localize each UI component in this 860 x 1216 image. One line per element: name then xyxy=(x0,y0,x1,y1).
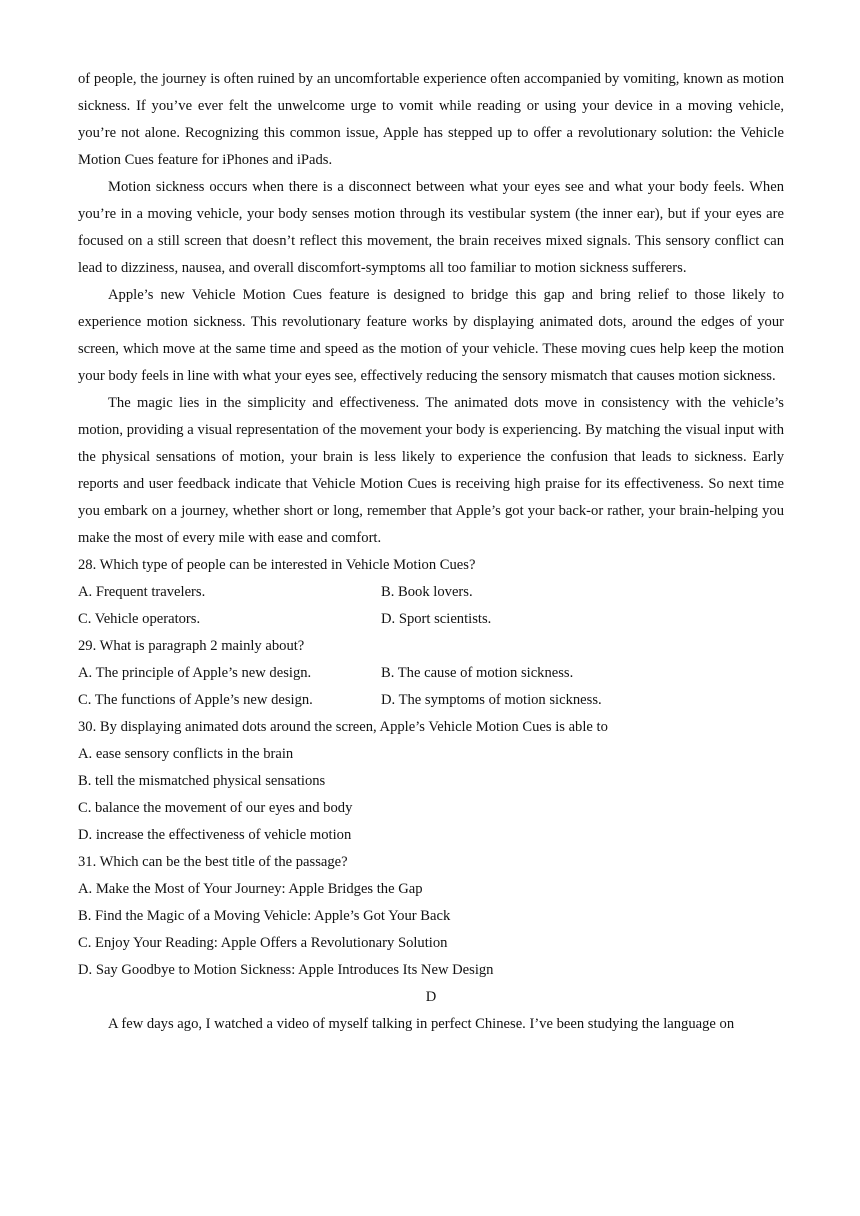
question-30-option-d: D. increase the effectiveness of vehicle motion xyxy=(78,827,352,843)
passage-paragraph-4: The magic lies in the simplicity and effectiveness. The animated dots move in consistency with the vehicle’s motion, providing a visual representation of the movement your body is experiencing. By matching the visual input with the physical sensations of motion, your brain is less likely to experience the confusion that leads to sickness. Early reports and user feedback indicate that Vehicle Motion Cues is receiving high praise for its effectiveness. So next time you embark on a journey, whether short or long, remember that Apple’s got your back-or rather, your brain-helping you make the most of every mile with ease and comfort. xyxy=(78,395,784,546)
question-29-options-row-1 xyxy=(78,660,784,687)
question-30-option-a: A. ease sensory conflicts in the brain xyxy=(78,746,294,762)
document-page xyxy=(78,66,784,1038)
section-letter: D xyxy=(425,989,437,1005)
question-29-stem: 29. What is paragraph 2 mainly about? xyxy=(78,638,305,654)
passage-paragraph-2: Motion sickness occurs when there is a disconnect between what your eyes see and what your body feels. When you’re in a moving vehicle, your body senses motion through its vestibular system (the inner ear), but if your eyes are focused on a still screen that doesn’t reflect this movement, the brain receives mixed signals. This sensory conflict can lead to dizziness, nausea, and overall discomfort-symptoms all too familiar to motion sickness sufferers. xyxy=(78,179,784,276)
question-29-option-d: D. The symptoms of motion sickness. xyxy=(381,692,602,708)
question-31-stem: 31. Which can be the best title of the passage? xyxy=(78,854,348,870)
question-28-stem: 28. Which type of people can be interested in Vehicle Motion Cues? xyxy=(78,557,476,573)
question-28-option-d: D. Sport scientists. xyxy=(381,611,492,627)
passage-paragraph-1: of people, the journey is often ruined by an uncomfortable experience often accompanied by vomiting, known as motion sickness. If you’ve ever felt the unwelcome urge to vomit while reading or using your device in a moving vehicle, you’re not alone. Recognizing this common issue, Apple has stepped up to offer a revolutionary solution: the Vehicle Motion Cues feature for iPhones and iPads. xyxy=(78,71,784,168)
question-30-option-c: C. balance the movement of our eyes and body xyxy=(78,800,353,816)
question-28-option-b: B. Book lovers. xyxy=(381,584,473,600)
question-29-options-row-2 xyxy=(78,687,784,714)
passage-paragraph-3: Apple’s new Vehicle Motion Cues feature is designed to bridge this gap and bring relief to those likely to experience motion sickness. This revolutionary feature works by displaying animated dots, around the edges of your screen, which move at the same time and speed as the motion of your vehicle. These moving cues help keep the motion your body feels in line with what your eyes see, effectively reducing the sensory mismatch that causes motion sickness. xyxy=(78,287,784,384)
next-section-first-line: A few days ago, I watched a video of myself talking in perfect Chinese. I’ve been studying the language on xyxy=(108,1016,735,1032)
question-31-option-d: D. Say Goodbye to Motion Sickness: Apple Introduces Its New Design xyxy=(78,962,494,978)
question-31-option-a: A. Make the Most of Your Journey: Apple Bridges the Gap xyxy=(78,881,423,897)
question-28-option-c: C. Vehicle operators. xyxy=(78,611,201,627)
question-31-option-c: C. Enjoy Your Reading: Apple Offers a Revolutionary Solution xyxy=(78,935,448,951)
question-28-option-a: A. Frequent travelers. xyxy=(78,584,206,600)
question-28-options-row-1 xyxy=(78,579,784,606)
question-31-option-b: B. Find the Magic of a Moving Vehicle: Apple’s Got Your Back xyxy=(78,908,451,924)
question-29-option-a: A. The principle of Apple’s new design. xyxy=(78,665,312,681)
question-29-option-b: B. The cause of motion sickness. xyxy=(381,665,574,681)
question-29-option-c: C. The functions of Apple’s new design. xyxy=(78,692,313,708)
question-30-option-b: B. tell the mismatched physical sensations xyxy=(78,773,326,789)
question-30-stem: 30. By displaying animated dots around the screen, Apple’s Vehicle Motion Cues is able to xyxy=(78,719,608,735)
question-28-options-row-2 xyxy=(78,606,784,633)
